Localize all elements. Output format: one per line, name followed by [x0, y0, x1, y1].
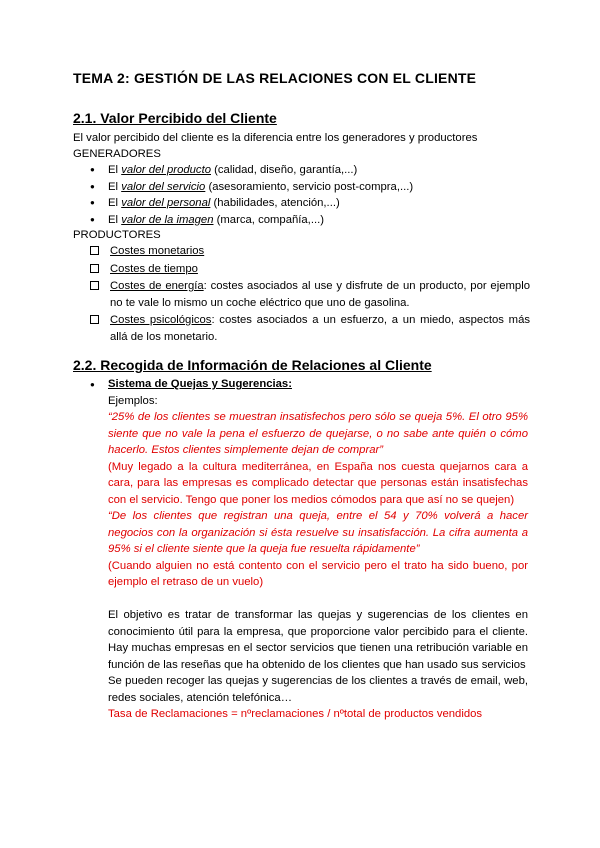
list-item: ● El valor del personal (habilidades, atención,...) — [90, 195, 530, 212]
intro-text: El valor percibido del cliente es la diferencia entre los generadores y productores — [73, 132, 478, 144]
productores-checklist — [90, 243, 530, 346]
page-title: TEMA 2: GESTIÓN DE LAS RELACIONES CON EL CLIENTE — [73, 70, 477, 86]
checklist-item: Costes de tiempo — [90, 261, 530, 278]
list-item: ● El valor de la imagen (marca, compañía,...) — [90, 212, 530, 229]
checkbox[interactable] — [90, 281, 99, 290]
checklist-item: Costes psicológicos: costes asociados a un esfuerzo, a un miedo, aspectos más allá de los monetario. — [90, 312, 530, 345]
list-item: ● El valor del producto (calidad, diseño, garantía,...) — [90, 162, 530, 179]
checkbox[interactable] — [90, 246, 99, 255]
checklist-item: Costes de energía: costes asociados al use y disfrute de un producto, por ejemplo no te vale lo mismo un coche eléctrico que uno de gasolina. — [90, 278, 530, 311]
checklist-item: Costes monetarios — [90, 243, 530, 260]
subheading-quejas: Sistema de Quejas y Sugerencias: — [108, 378, 292, 390]
generadores-label: GENERADORES — [73, 148, 161, 160]
note-2: (Cuando alguien no está contento con el servicio pero el trato ha sido bueno, por ejemplo el retraso de un vuelo) — [108, 559, 528, 588]
section-heading-2-2: 2.2. Recogida de Información de Relaciones al Cliente — [73, 357, 432, 373]
quote-2: “De los clientes que registran una queja, entre el 54 y 70% volverá a hacer negocios con la organización si ésta resuelve su insatisfacción. La cifra aumenta a 95% si el cliente siente que la queja fue resuelta rápidamente” — [108, 510, 528, 555]
section-2-2-body — [108, 376, 528, 723]
generadores-list — [90, 162, 530, 228]
formula-tasa-reclamaciones: Tasa de Reclamaciones = nºreclamaciones / nºtotal de productos vendidos — [108, 708, 483, 720]
quote-1: “25% de los clientes se muestran insatisfechos pero sólo se queja 5%. El otro 95% siente que no vale la pena el esfuerzo de quejarse, o no sabe ante quién o cómo hacerlo. Estos clientes simplemente dejan de comprar” — [108, 411, 528, 456]
checkbox[interactable] — [90, 315, 99, 324]
section-heading-2-1: 2.1. Valor Percibido del Cliente — [73, 110, 277, 126]
paragraph-objetivo: El objetivo es tratar de transformar las quejas y sugerencias de los clientes en conocimiento útil para la empresa, que proporcione valor percibido para el cliente. Hay muchas empresas en el sector servicios que tienen una retribución variable en función de las reseñas que ha obtenido de los clientes que han usado sus servicios — [108, 609, 528, 671]
paragraph-canales: Se pueden recoger las quejas y sugerencias de los clientes a través de email, web, redes sociales, atención telefónica… — [108, 675, 528, 704]
checkbox[interactable] — [90, 264, 99, 273]
bullet-icon: ● — [90, 380, 95, 389]
productores-label: PRODUCTORES — [73, 229, 161, 241]
ejemplos-label: Ejemplos: — [108, 394, 158, 407]
list-item: ● El valor del servicio (asesoramiento, servicio post-compra,...) — [90, 179, 530, 196]
note-1: (Muy legado a la cultura mediterránea, en España nos cuesta quejarnos cara a cara, para las empresas es complicado detectar que personas están insatisfechas con el servicio. Tengo que poner los medios cómodos para que así no se quejen) — [108, 460, 528, 506]
